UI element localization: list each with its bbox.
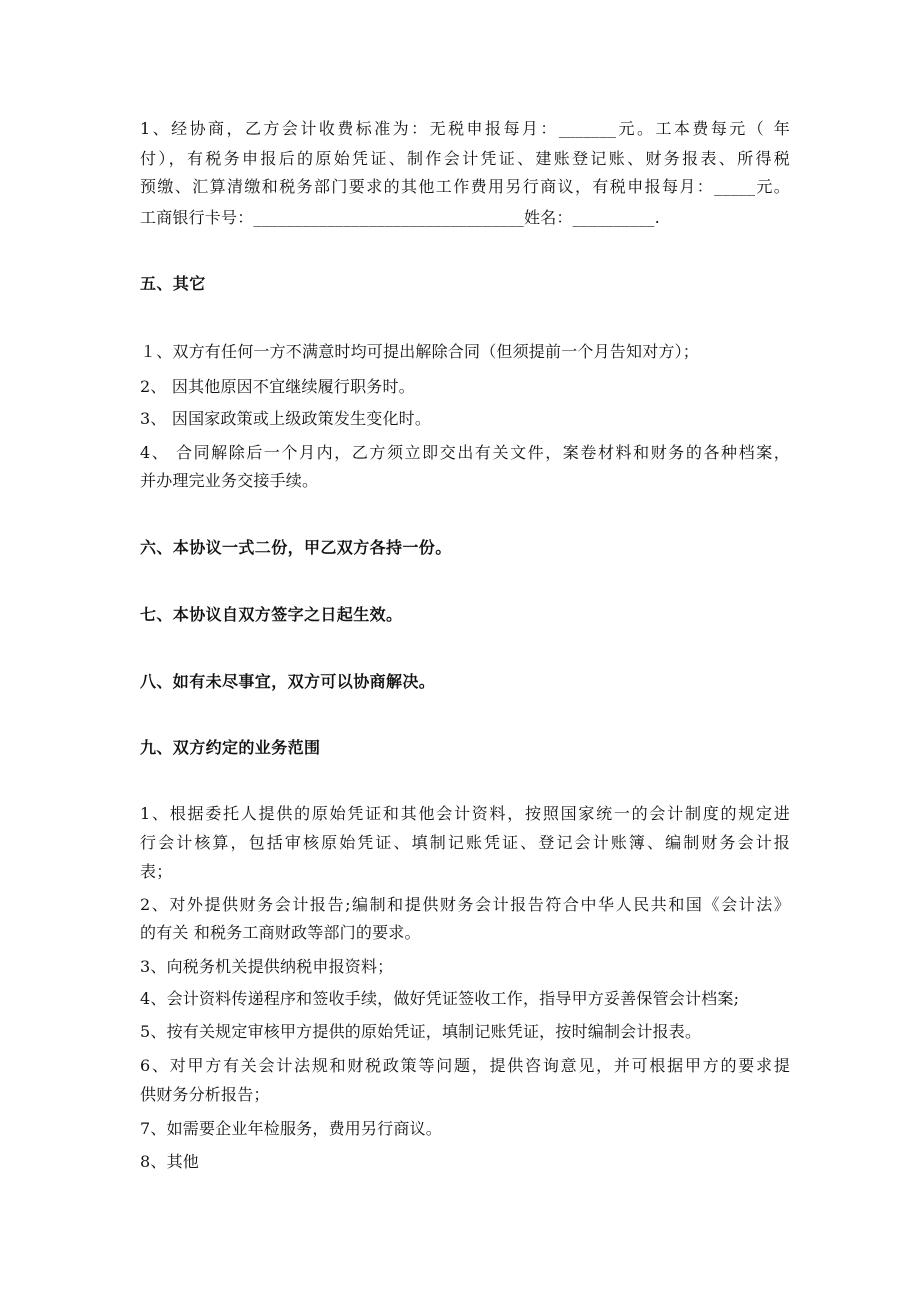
- section-9-line-8: 5、按有关规定审核甲方提供的原始凭证，填制记账凭证，按时编制会计报表。: [140, 1022, 702, 1041]
- fee-line-3: 预缴、汇算清缴和税务部门要求的其他工作费用另行商议，有税申报每月：_____元。: [140, 177, 790, 196]
- section-7-title: 七、本协议自双方签字之日起生效。: [140, 605, 403, 624]
- section-5-item-2: 2、 因其他原因不宜继续履行职务时。: [140, 377, 415, 396]
- bank-card-line: 工商银行卡号：_________________________________姓名：__________.: [140, 208, 660, 227]
- section-9-line-7: 4、会计资料传递程序和签收手续，做好凭证签收工作，指导甲方妥善保管会计档案;: [140, 989, 740, 1008]
- section-6-title: 六、本协议一式二份，甲乙双方各持一份。: [140, 538, 452, 557]
- section-9-line-12: 8、其他: [140, 1152, 199, 1171]
- section-5-item-1: １、双方有任何一方不满意时均可提出解除合同（但须提前一个月告知对方）；: [140, 342, 700, 361]
- fee-line-1: 1、经协商，乙方会计收费标准为：无税申报每月：_______元。工本费每元（ 年: [140, 119, 790, 138]
- section-9-line-9: 6、对甲方有关会计法规和财税政策等问题，提供咨询意见，并可根据甲方的要求提: [140, 1056, 790, 1075]
- section-8-title: 八、如有未尽事宜，双方可以协商解决。: [140, 672, 436, 691]
- section-9-line-5: 的有关 和税务工商财政等部门的要求。: [140, 923, 421, 942]
- section-9-line-3: 表；: [140, 862, 173, 881]
- section-5-item-4-cont: 并办理完业务交接手续。: [140, 471, 319, 490]
- section-5-item-3: 3、 因国家政策或上级政策发生变化时。: [140, 409, 432, 428]
- section-9-line-4: 2、对外提供财务会计报告;编制和提供财务会计报告符合中华人民共和国《会计法》: [140, 895, 790, 914]
- section-5-title: 五、其它: [140, 274, 206, 293]
- section-9-line-11: 7、如需要企业年检服务，费用另行商议。: [140, 1119, 442, 1138]
- section-9-title: 九、双方约定的业务范围: [140, 738, 321, 757]
- section-5-item-4: 4、 合同解除后一个月内，乙方须立即交出有关文件，案卷材料和财务的各种档案，: [140, 443, 790, 462]
- section-9-line-1: 1、根据委托人提供的原始凭证和其他会计资料，按照国家统一的会计制度的规定进: [140, 804, 790, 823]
- section-9-line-10: 供财务分析报告；: [140, 1085, 270, 1104]
- section-9-line-6: 3、向税务机关提供纳税申报资料；: [140, 957, 394, 976]
- fee-line-2: 付），有税务申报后的原始凭证、制作会计凭证、建账登记账、财务报表、所得税: [140, 149, 790, 168]
- section-9-line-2: 行会计核算，包括审核原始凭证、填制记账凭证、登记会计账簿、编制财务会计报: [140, 833, 790, 852]
